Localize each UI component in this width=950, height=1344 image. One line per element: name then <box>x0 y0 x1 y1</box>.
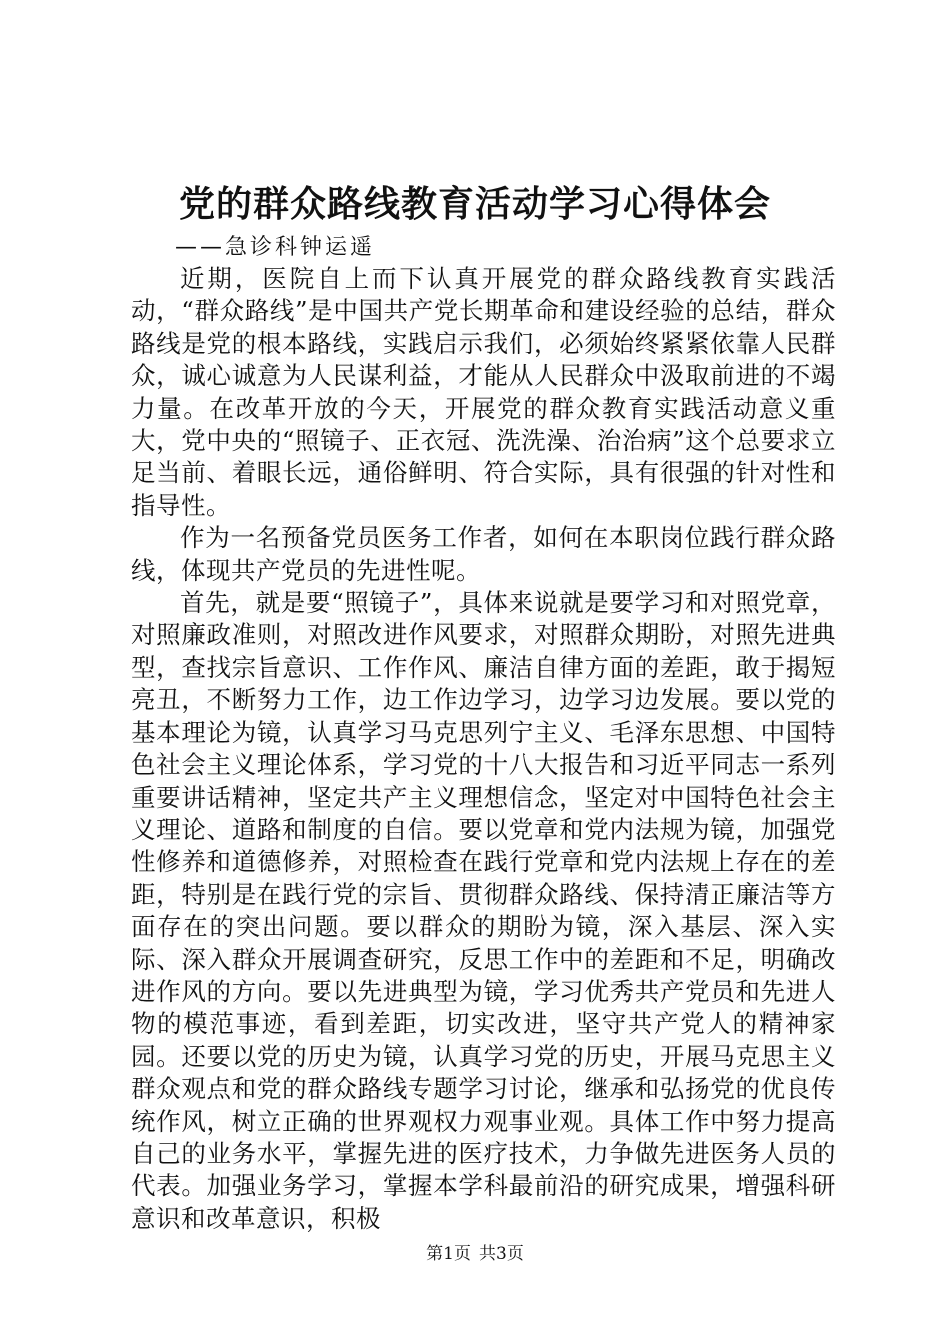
author-byline: ——急诊科钟运遥 <box>175 235 376 260</box>
body-paragraph: 近期，医院自上而下认真开展党的群众路线教育实践活动，“群众路线”是中国共产党长期革命和建设经验的总结，群众路线是党的根本路线，实践启示我们，必须始终紧紧依靠人民群众，诚心诚意为人民谋利益，才能从人民群众中汲取前进的不竭力量。在改革开放的今天，开展党的群众教育实践活动意义重大，党中央的“照镜子、正衣冠、洗洗澡、治治病”这个总要求立足当前、着眼长远，通俗鲜明、符合实际，具有很强的针对性和指导性。 <box>131 264 836 520</box>
total-pages: 共3页 <box>479 1244 524 1264</box>
document-title: 党的群众路线教育活动学习心得体会 <box>178 183 771 225</box>
body-paragraph: 首先，就是要“照镜子”，具体来说就是要学习和对照党章，对照廉政准则，对照改进作风要求，对照群众期盼，对照先进典型，查找宗旨意识、工作作风、廉洁自律方面的差距，敢于揭短亮丑，不断努力工作，边工作边学习，边学习边发展。要以党的基本理论为镜，认真学习马克思列宁主义、毛泽东思想、中国特色社会主义理论体系，学习党的十八大报告和习近平同志一系列重要讲话精神，坚定共产主义理想信念，坚定对中国特色社会主义理论、道路和制度的自信。要以党章和党内法规为镜，加强党性修养和道德修养，对照检查在践行党章和党内法规上存在的差距，特别是在践行党的宗旨、贯彻群众路线、保持清正廉洁等方面存在的突出问题。要以群众的期盼为镜，深入基层、深入实际、深入群众开展调查研究，反思工作中的差距和不足，明确改进作风的方向。要以先进典型为镜，学习优秀共产党员和先进人物的模范事迹，看到差距，切实改进，坚守共产党人的精神家园。还要以党的历史为镜，认真学习党的历史，开展马克思主义群众观点和党的群众路线专题学习讨论，继承和弘扬党的优良传统作风，树立正确的世界观权力观事业观。具体工作中努力提高自己的业务水平，掌握先进的医疗技术，力争做先进医务人员的代表。加强业务学习，掌握本学科最前沿的研究成果，增强科研意识和改革意识，积极 <box>131 588 836 1233</box>
document-body <box>131 263 836 1235</box>
body-paragraph: 作为一名预备党员医务工作者，如何在本职岗位践行群众路线，体现共产党员的先进性呢。 <box>131 523 836 585</box>
page-number: 第1页 <box>426 1244 471 1264</box>
page-footer <box>0 1242 950 1266</box>
